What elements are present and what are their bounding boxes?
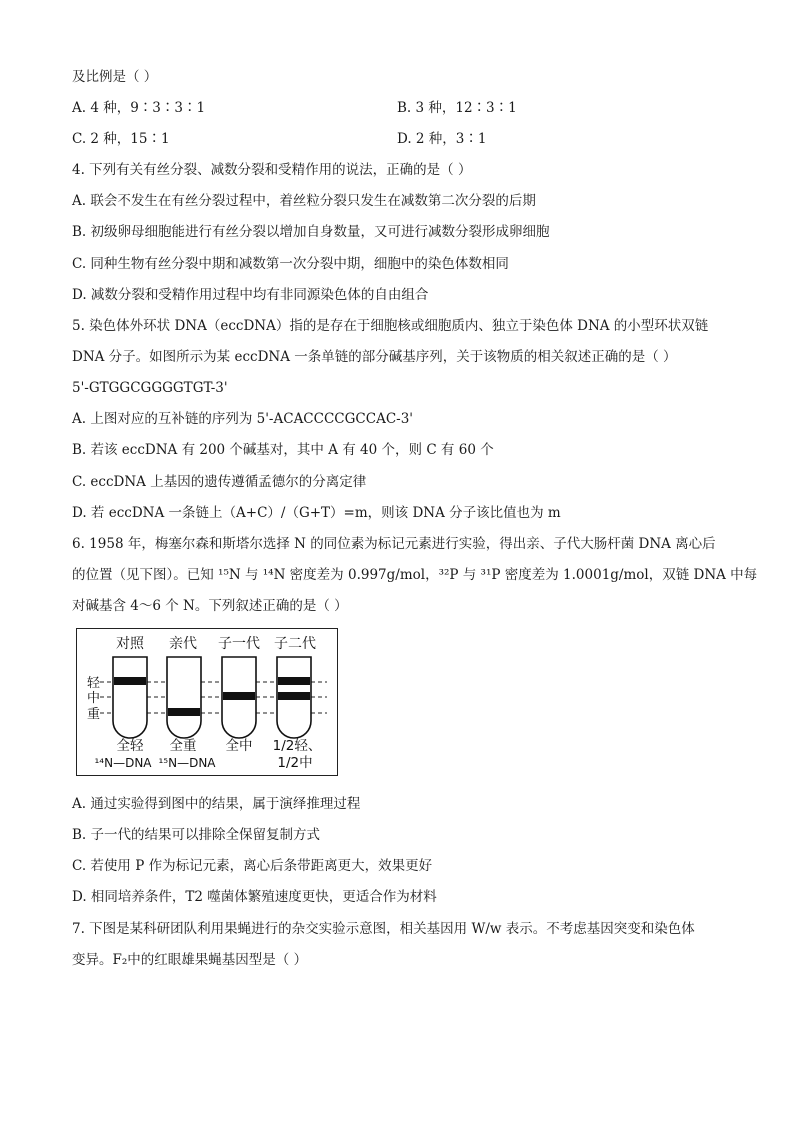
band-f2-light	[278, 677, 310, 685]
side-label-heavy: 重	[87, 707, 101, 722]
q6-option-c: C. 若使用 P 作为标记元素，离心后条带距离更大，效果更好	[72, 858, 433, 874]
q6-stem-line2: 的位置（见下图）。已知 ¹⁵N 与 ¹⁴N 密度差为 0.997g/mol，³²P 与 ³¹P 密度差为 1.0001g/mol，双链 DNA 中每	[72, 567, 758, 583]
band-control-light	[114, 677, 146, 685]
q3-option-c: C. 2 种，15∶1	[72, 131, 170, 147]
q5-sequence: 5'-GTGGCGGGGTGT-3'	[72, 380, 228, 396]
q6-option-b: B. 子一代的结果可以排除全保留复制方式	[72, 827, 321, 843]
q4-option-d: D. 减数分裂和受精作用过程中均有非同源染色体的自由组合	[72, 287, 429, 303]
bottom-label-f2: 1/2轻、	[272, 738, 322, 754]
bottom-label-f1: 全中	[225, 738, 253, 754]
q6-option-a: A. 通过实验得到图中的结果，属于演绎推理过程	[72, 796, 361, 812]
tube-label-f2: 子二代	[274, 636, 316, 652]
q6-option-d: D. 相同培养条件，T2 噬菌体繁殖速度更快，更适合作为材料	[72, 889, 437, 905]
band-f2-middle	[278, 692, 310, 700]
band-f1-middle	[223, 692, 255, 700]
q7-stem-line1: 7. 下图是某科研团队利用果蝇进行的杂交实验示意图，相关基因用 W/w 表示。不考虑基因突变和染色体	[72, 921, 695, 937]
q6-stem-line1: 6. 1958 年，梅塞尔森和斯塔尔选择 N 的同位素为标记元素进行实验，得出亲、子代大肠杆菌 DNA 离心后	[72, 536, 716, 552]
q3-stem-tail: 及比例是（ ）	[72, 69, 158, 85]
q4-option-a: A. 联会不发生在有丝分裂过程中，着丝粒分裂只发生在减数第二次分裂的后期	[72, 193, 536, 209]
bottom-label-control: 全轻	[116, 738, 144, 754]
bottom-label-control-2: ¹⁴N—DNA	[94, 756, 152, 770]
side-label-middle: 中	[87, 691, 101, 706]
tube-control	[113, 657, 147, 738]
q4-option-b: B. 初级卵母细胞能进行有丝分裂以增加自身数量，又可进行减数分裂形成卵细胞	[72, 224, 550, 240]
q3-option-d: D. 2 种，3∶1	[397, 131, 487, 147]
q3-option-b: B. 3 种，12∶3∶1	[397, 100, 517, 116]
bottom-label-parent: 全重	[169, 738, 197, 754]
q5-option-d: D. 若 eccDNA 一条链上（A+C）/（G+T）=m，则该 DNA 分子该比值也为 m	[72, 505, 561, 521]
tube-parent	[167, 657, 201, 738]
bottom-label-parent-2: ¹⁵N—DNA	[158, 756, 216, 770]
q5-stem-line2: DNA 分子。如图所示为某 eccDNA 一条单链的部分碱基序列，关于该物质的相关叙述正确的是（ ）	[72, 349, 677, 365]
centrifuge-figure	[76, 628, 338, 776]
tube-label-f1: 子一代	[218, 636, 260, 652]
band-parent-heavy	[168, 708, 200, 716]
q6-stem-line3: 对碱基含 4～6 个 N。下列叙述正确的是（ ）	[72, 598, 348, 614]
bottom-label-f2-2: 1/2中	[277, 755, 313, 771]
centrifuge-diagram	[77, 629, 339, 777]
tube-label-control: 对照	[116, 636, 144, 652]
q5-stem-line1: 5. 染色体外环状 DNA（eccDNA）指的是存在于细胞核或细胞质内、独立于染色体 DNA 的小型环状双链	[72, 318, 709, 334]
q3-option-a: A. 4 种，9∶3∶3∶1	[72, 100, 206, 116]
q4-option-c: C. 同种生物有丝分裂中期和减数第一次分裂中期，细胞中的染色体数相同	[72, 256, 509, 272]
side-label-light: 轻	[87, 676, 101, 691]
q5-option-a: A. 上图对应的互补链的序列为 5'-ACACCCCGCCAC-3'	[72, 411, 414, 427]
q5-option-b: B. 若该 eccDNA 有 200 个碱基对，其中 A 有 40 个，则 C 有 60 个	[72, 442, 494, 458]
tube-label-parent: 亲代	[169, 636, 197, 652]
q4-stem: 4. 下列有关有丝分裂、减数分裂和受精作用的说法，正确的是（ ）	[72, 162, 472, 178]
q7-stem-line2: 变异。F₂中的红眼雄果蝇基因型是（ ）	[72, 952, 308, 968]
q5-option-c: C. eccDNA 上基因的遗传遵循孟德尔的分离定律	[72, 474, 367, 490]
